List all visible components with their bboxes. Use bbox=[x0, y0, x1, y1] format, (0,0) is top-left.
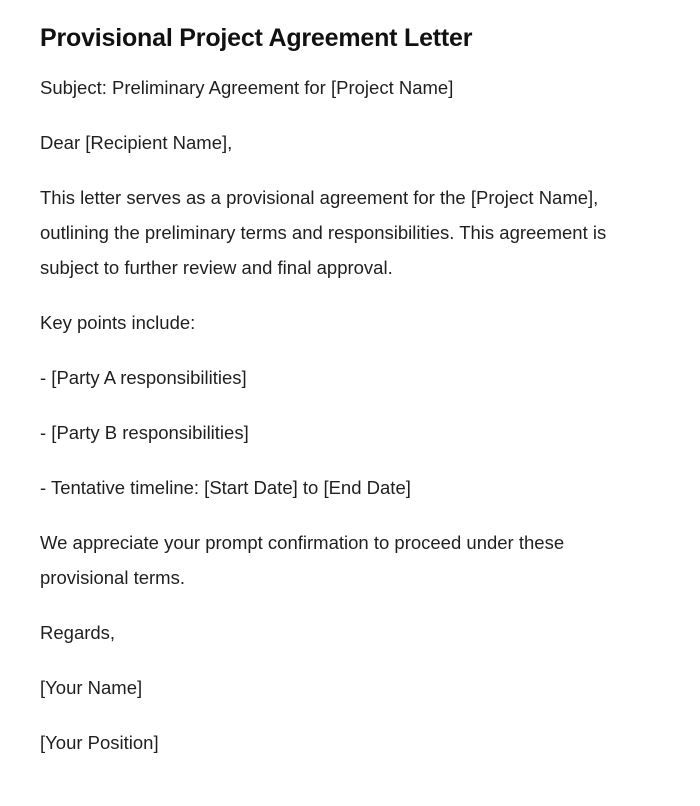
letter-body bbox=[40, 70, 660, 760]
page-title: Provisional Project Agreement Letter bbox=[40, 24, 473, 52]
key-point-party-b: - [Party B responsibilities] bbox=[40, 422, 249, 443]
signature-position: [Your Position] bbox=[40, 732, 159, 753]
sign-off: Regards, bbox=[40, 622, 116, 643]
key-point-party-a: - [Party A responsibilities] bbox=[40, 367, 247, 388]
key-point-timeline: - Tentative timeline: [Start Date] to [End Date] bbox=[40, 477, 411, 498]
intro-paragraph: This letter serves as a provisional agreement for the [Project Name], outlining the preliminary terms and responsibilities. This agreement is subject to further review and final approval. bbox=[40, 187, 612, 278]
closing-paragraph: We appreciate your prompt confirmation to proceed under these provisional terms. bbox=[40, 532, 570, 588]
salutation: Dear [Recipient Name], bbox=[40, 132, 233, 153]
key-points-heading: Key points include: bbox=[40, 312, 196, 333]
signature-name: [Your Name] bbox=[40, 677, 143, 698]
subject-line: Subject: Preliminary Agreement for [Project Name] bbox=[40, 77, 454, 98]
